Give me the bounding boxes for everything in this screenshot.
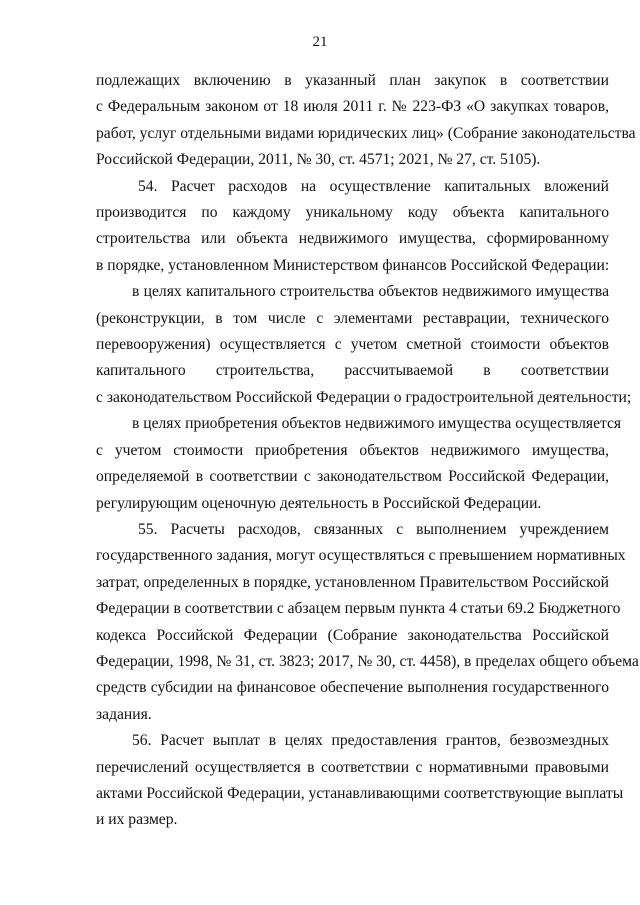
paragraph-item-54-capital-construction: [96, 279, 632, 411]
text-line: производится по каждому уникальному коду объекта капитального: [96, 204, 609, 222]
text-line: государственного задания, могут осуществляться с превышением нормативных: [96, 547, 626, 565]
text-line: Российской Федерации, 2011, № 30, ст. 4571; 2021, № 27, ст. 5105).: [96, 151, 541, 169]
text-line: средств субсидии на финансовое обеспечение выполнения государственного: [96, 679, 609, 697]
text-line: перевооружения) осуществляется с учетом сметной стоимости объектов: [96, 336, 609, 354]
text-line: капитального строительства, рассчитываемой в соответствии: [96, 362, 609, 380]
text-line: затрат, определенных в порядке, установленном Правительством Российской: [96, 573, 609, 591]
text-line: регулирующим оценочную деятельность в Российской Федерации.: [96, 494, 542, 512]
text-line: и их размер.: [96, 811, 178, 829]
paragraph-continuation: [96, 68, 636, 174]
text-line: с Федеральным законом от 18 июля 2011 г. № 223-ФЗ «О закупках товаров,: [96, 98, 609, 116]
text-line: в порядке, установленном Министерством финансов Российской Федерации:: [96, 256, 610, 274]
text-line: определяемой в соответствии с законодательством Российской Федерации,: [96, 468, 609, 486]
text-line: с законодательством Российской Федерации о градостроительной деятельности;: [96, 388, 632, 406]
text-line: кодекса Российской Федерации (Собрание законодательства Российской: [96, 626, 609, 644]
text-line: Федерации в соответствии с абзацем первым пункта 4 статьи 69.2 Бюджетного: [96, 600, 621, 618]
text-line: (реконструкции, в том числе с элементами реставрации, технического: [96, 309, 609, 327]
text-line: 54. Расчет расходов на осуществление капитальных вложений: [138, 177, 609, 195]
text-line: подлежащих включению в указанный план закупок в соответствии: [96, 72, 609, 89]
text-line: актами Российской Федерации, устанавливающими соответствующие выплаты: [96, 784, 624, 802]
paragraph-item-56: [96, 728, 624, 834]
text-line: в целях капитального строительства объектов недвижимого имущества: [132, 283, 609, 301]
text-line: перечислений осуществляется в соответствии с нормативными правовыми: [96, 758, 609, 776]
paragraph-item-54: [96, 174, 609, 280]
text-line: задания.: [96, 705, 152, 723]
text-line: в целях приобретения объектов недвижимого имущества осуществляется: [132, 415, 622, 433]
text-line: 55. Расчеты расходов, связанных с выполнением учреждением: [138, 520, 609, 538]
paragraph-item-54-real-estate-acquisition: [96, 411, 622, 517]
page-number: 21: [312, 34, 328, 50]
text-line: строительства или объекта недвижимого имущества, сформированному: [96, 230, 609, 248]
text-line: 56. Расчет выплат в целях предоставления грантов, безвозмездных: [132, 732, 609, 750]
document-body: [96, 68, 639, 834]
text-line: с учетом стоимости приобретения объектов недвижимого имущества,: [96, 441, 609, 459]
paragraph-item-55: [96, 517, 639, 728]
text-line: Федерации, 1998, № 31, ст. 3823; 2017, № 30, ст. 4458), в пределах общего объема: [96, 652, 639, 670]
text-line: работ, услуг отдельными видами юридических лиц» (Собрание законодательства: [96, 124, 636, 142]
